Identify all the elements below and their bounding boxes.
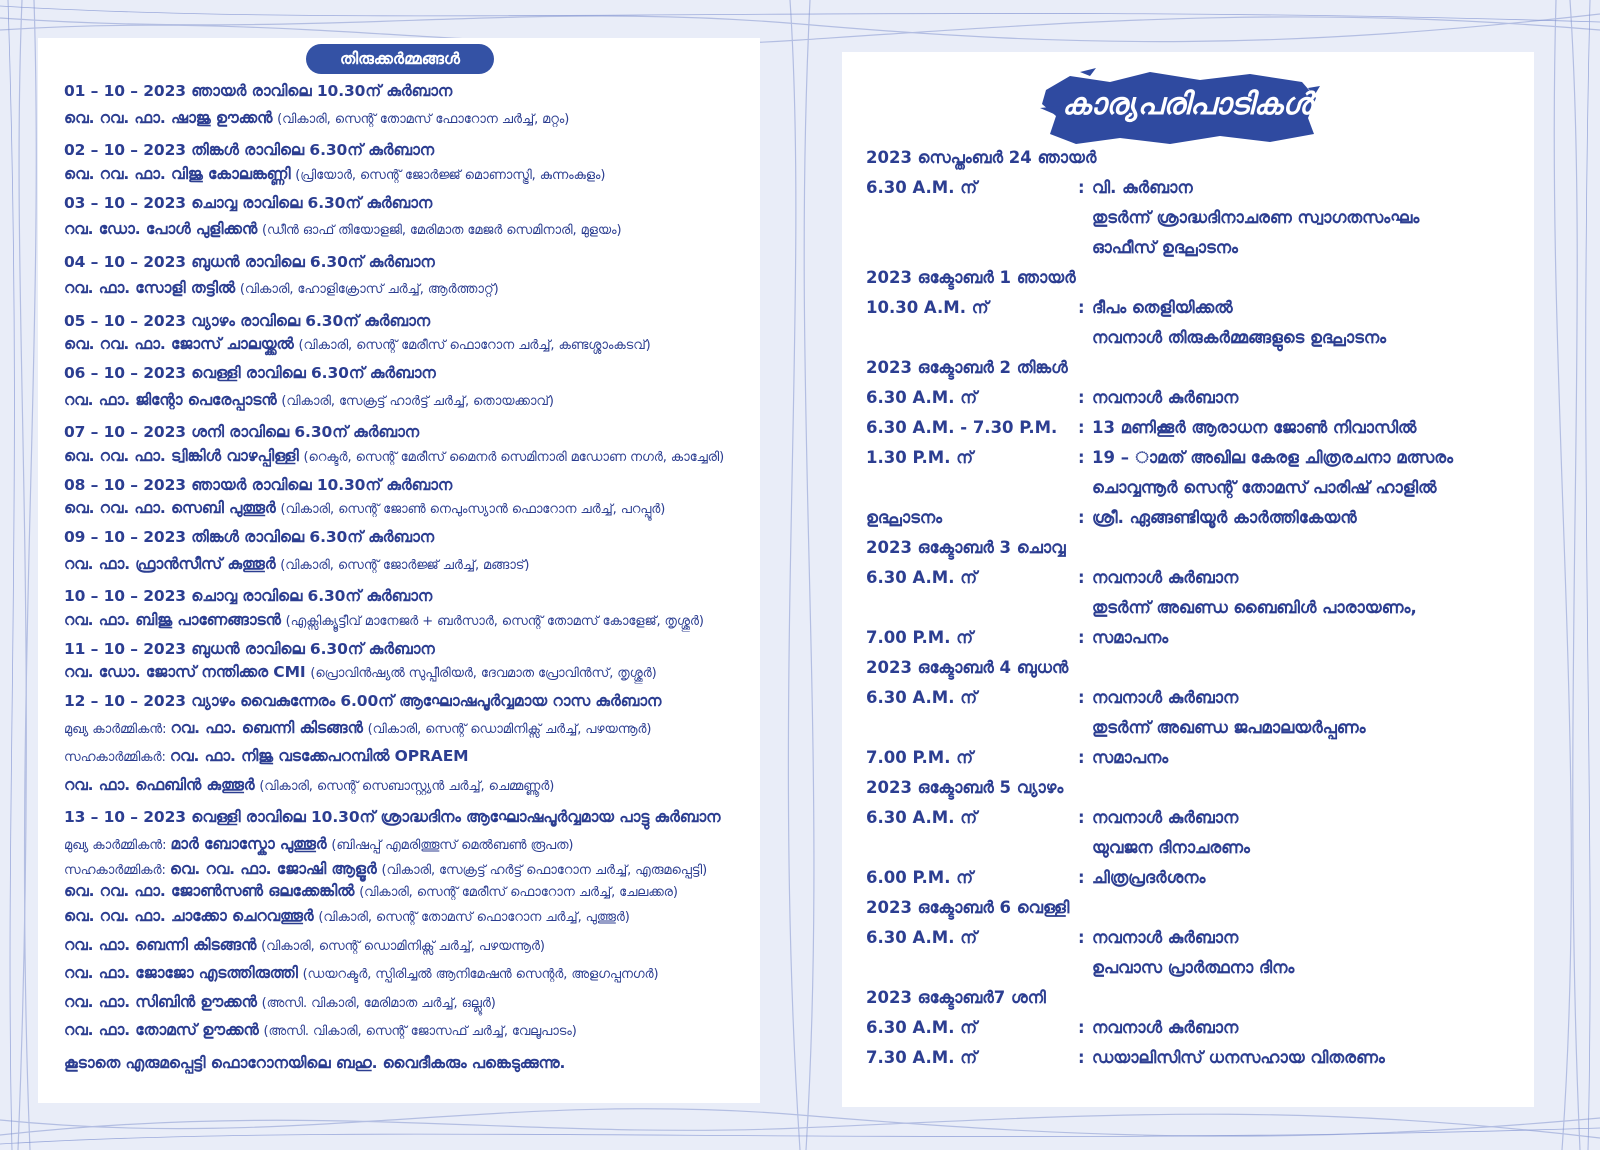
separator: : — [1078, 448, 1085, 467]
celebrant-detail: (വികാരി, സെന്റ് ഡൊമിനിക്സ് ചർച്ച്, പഴയന്നൂർ) — [261, 938, 545, 954]
entry-date: 01 – 10 – 2023 ഞായർ രാവിലെ 10.30ന് കുർബാന — [64, 82, 453, 100]
celebrant-name: വെ. റവ. ഫാ. ട്വിങ്കിൾ വാഴപ്പിള്ളി — [64, 446, 299, 465]
celebrant-detail: (അസി. വികാരി, സെന്റ് ജോസഫ് ചർച്ച്, വേലൂപാടം) — [263, 1024, 577, 1039]
celebrant-detail: (വികാരി, സെന്റ് മേരീസ് ഫൊറോന ചർച്ച്, ചേലക്കര) — [359, 885, 678, 900]
celebrant-detail: (വികാരി, സേക്രട്ട് ഹാർട്ട് ചർച്ച്, തൊയക്കാവ്) — [281, 393, 554, 409]
programme-event: ചൊവ്വന്നൂർ സെന്റ് തോമസ് പാരിഷ് ഹാളിൽ — [1092, 478, 1437, 497]
celebrant-name: വെ. റവ. ഫാ. ചാക്കോ ചെറവത്തൂർ — [64, 907, 314, 925]
closing-note: കൂടാതെ എരുമപ്പെട്ടി ഫൊറോനയിലെ ബഹു. വൈദീകരും പങ്കെടുക്കുന്നു. — [64, 1053, 566, 1072]
programme-time: 6.30 A.M. ന് — [866, 1018, 978, 1037]
programme-row — [866, 293, 1516, 323]
programme-event: സമാപനം — [1092, 628, 1169, 647]
separator: : — [1078, 688, 1085, 707]
programme-row — [866, 803, 1516, 833]
schedule-entry — [64, 524, 752, 579]
programme-row — [866, 353, 1516, 383]
programme-event: 13 മണിക്കൂർ ആരാധന ജോൺ നിവാസിൽ — [1092, 418, 1417, 437]
entry-date: 09 – 10 – 2023 തിങ്കൾ രാവിലെ 6.30ന് കുർബാന — [64, 528, 435, 546]
programme-event: നവനാൾ കുർബാന — [1092, 808, 1239, 827]
celebrant-name: റവ. ഫാ. ഫെബിൻ കുത്തൂർ — [64, 775, 255, 794]
celebrant-name: റവ. ഡോ. ജോസ് നന്തിക്കര CMI — [64, 663, 306, 681]
programme-event: നവനാൾ കുർബാന — [1092, 688, 1239, 707]
celebrant-detail: (ഡയറക്ടർ, സ്പിരിച്ചൽ ആനിമേഷൻ സെന്റർ, അളഗപ്പനഗർ) — [302, 967, 659, 982]
separator: : — [1078, 418, 1085, 437]
celebrant-name: വെ. റവ. ഫാ. ജോസ് ചാലയ്ക്കൽ — [64, 335, 294, 353]
programme-row — [866, 713, 1516, 743]
programme-time: 10.30 A.M. ന് — [866, 298, 989, 317]
celebrant-detail: (ഡീൻ ഓഫ് തിയോളജി, മേരിമാത മേജർ സെമിനാരി, മുളയം) — [261, 223, 622, 238]
programme-time: 7.00 P.M. ന് — [866, 628, 974, 647]
programme-event: ഉപവാസ പ്രാർത്ഥനാ ദിനം — [1092, 958, 1295, 977]
programme-event: ശ്രീ. ഏങ്ങണ്ടിയൂർ കാർത്തികേയൻ — [1092, 508, 1357, 527]
programme-event: ഡയാലിസിസ് ധനസഹായ വിതരണം — [1092, 1048, 1385, 1067]
programme-date: 2023 ഒക്ടോബർ 4 ബുധൻ — [866, 658, 1069, 677]
programme-time: 6.30 A.M. ന് — [866, 178, 978, 197]
programme-row — [866, 833, 1516, 863]
celebrant-name: റവ. ഫാ. സിബിൻ ഊക്കൻ — [64, 992, 257, 1011]
celebrant-name: റവ. ഫാ. നിജു വടക്കേപറമ്പിൽ OPRAEM — [169, 747, 469, 765]
programme-event: ചിത്രപ്രദർശനം — [1092, 868, 1206, 887]
celebrant-detail: (അസി. വികാരി, മേരിമാത ചർച്ച്, ഒല്ലൂർ) — [261, 995, 496, 1011]
celebrant-name: റവ. ഫാ. ഫ്രാൻസീസ് കുത്തൂർ — [64, 554, 276, 573]
programme-event: നവനാൾ കുർബാന — [1092, 928, 1239, 947]
celebrant-name: വെ. റവ. ഫാ. സെബി പുത്തൂർ — [64, 499, 276, 517]
programme-time: 6.30 A.M. ന് — [866, 568, 978, 587]
celebrant-detail: (വികാരി, സെന്റ് ഡൊമിനിക്സ് ചർച്ച്, പഴയന്നൂർ) — [367, 721, 652, 737]
celebrant-detail: (വികാരി, സെന്റ് തോമസ് ഫൊറോന ചർച്ച്, പുത്തൂർ) — [318, 910, 630, 925]
role-label: മുഖ്യ കാർമ്മികൻ: — [64, 837, 171, 853]
programme-row — [866, 953, 1516, 983]
entry-date: 06 – 10 – 2023 വെള്ളി രാവിലെ 6.30ന് കുർബാന — [64, 364, 436, 382]
entry-date: 12 – 10 – 2023 വ്യാഴം വൈകുന്നേരം 6.00ന് ആഘോഷപൂർവ്വമായ റാസ കുർബാന — [64, 692, 662, 710]
programme-row — [866, 743, 1516, 773]
programme-event: തുടർന്ന് ശ്രാദ്ധദിനാചരണ സ്വാഗതസംഘം — [1092, 208, 1420, 227]
programme-row — [866, 143, 1516, 173]
schedule-entry — [64, 472, 752, 521]
celebrant-detail: (വികാരി, സെന്റ് ജോൺ നെപുംസ്യാൻ ഫൊറോന ചർച്ച്, പറപ്പൂർ) — [280, 502, 666, 517]
programme-date: 2023 ഒക്ടോബർ 3 ചൊവ്വ — [866, 538, 1066, 557]
programme-row — [866, 383, 1516, 413]
schedule-entry — [64, 688, 752, 800]
programme-row — [866, 623, 1516, 653]
separator: : — [1078, 628, 1085, 647]
celebrant-line — [64, 1017, 752, 1046]
celebrant-line — [64, 903, 752, 932]
programme-row — [866, 683, 1516, 713]
programme-date: 2023 ഒക്ടോബർ 2 തിങ്കൾ — [866, 358, 1068, 377]
programme-time: 1.30 P.M. ന് — [866, 448, 974, 467]
separator: : — [1078, 748, 1085, 767]
celebrant-detail: (റെക്ടർ, സെന്റ് മേരീസ് മൈനർ സെമിനാരി മഡോണ നഗർ, കാച്ചേരി) — [303, 449, 725, 465]
celebrant-name: വെ. റവ. ഫാ. വിജു കോലങ്കണ്ണി — [64, 164, 291, 183]
celebrant-line — [64, 275, 752, 304]
celebrant-name: റവ. ഫാ. ജോജോ എടത്തിരുത്തി — [64, 964, 298, 982]
celebrant-line — [64, 989, 752, 1018]
programme-event: വി. കുർബാന — [1092, 178, 1193, 197]
programme-row — [866, 233, 1516, 263]
celebrant-detail: (പ്രൊവിൻഷ്യൽ സുപ്പീരിയർ, ദേവമാത പ്രോവിൻസ്, തൃശ്ശൂർ) — [310, 666, 657, 681]
programme-event: തുടർന്ന് അഖണ്ഡ ജപമാലയർപ്പണം — [1092, 718, 1366, 737]
programme-time: 6.30 A.M. ന് — [866, 928, 978, 947]
celebrant-line — [64, 881, 752, 903]
celebrant-line — [64, 610, 752, 632]
programme-event: 19 – ാമത് അഖില കേരള ചിത്രരചനാ മത്സരം — [1092, 448, 1454, 467]
programme-date: 2023 ഒക്ടോബർ 1 ഞായർ — [866, 268, 1076, 287]
celebrant-line — [64, 831, 752, 860]
celebrant-line — [64, 743, 752, 772]
programme-date: 2023 ഒക്ടോബർ7 ശനി — [866, 988, 1046, 1007]
programme-row — [866, 533, 1516, 563]
celebrant-detail: (വികാരി, സെന്റ് തോമസ് ഫോറോന ചർച്ച്, മറ്റം) — [277, 111, 570, 127]
celebrant-name: വെ. റവ. ഫാ. ജോൺസൺ ഒലക്കേങ്കിൽ — [64, 882, 355, 900]
programme-time: 6.30 A.M. ന് — [866, 388, 978, 407]
celebrant-line — [64, 772, 752, 801]
programme-row — [866, 413, 1516, 443]
programme-row — [866, 653, 1516, 683]
programme-time: ഉദ്ഘാടനം — [866, 508, 943, 527]
separator: : — [1078, 508, 1085, 527]
role-label: മുഖ്യ കാർമ്മികൻ: — [64, 721, 171, 737]
entry-date: 11 – 10 – 2023 ബുധൻ രാവിലെ 6.30ന് കുർബാന — [64, 639, 435, 658]
celebrant-line — [64, 105, 752, 134]
programme-row — [866, 563, 1516, 593]
liturgy-title: തിരുക്കർമ്മങ്ങൾ — [339, 49, 460, 68]
schedule-entry — [64, 249, 752, 304]
celebrant-line — [64, 216, 752, 245]
celebrant-name: റവ. ഫാ. ജിന്റോ പെരേപ്പാടൻ — [64, 390, 277, 409]
programme-event: തുടർന്ന് അഖണ്ഡ ബൈബിൾ പാരായണം, — [1092, 598, 1417, 617]
programme-row — [866, 203, 1516, 233]
separator: : — [1078, 298, 1085, 317]
programme-row — [866, 443, 1516, 473]
celebrant-name: വെ. റവ. ഫാ. ജോഷി ആളൂർ — [169, 860, 377, 878]
entry-date: 02 – 10 – 2023 തിങ്കൾ രാവിലെ 6.30ന് കുർബാന — [64, 141, 435, 159]
celebrant-name: മാർ ബോസ്കോ പുത്തൂർ — [170, 834, 327, 853]
programme-event: നവനാൾ തിരുകർമ്മങ്ങളുടെ ഉദ്ഘാടനം — [1092, 328, 1387, 347]
celebrant-line — [64, 859, 752, 881]
programme-time: 6.30 A.M. ന് — [866, 808, 978, 827]
programme-event: സമാപനം — [1092, 748, 1169, 767]
schedule-entry — [64, 583, 752, 632]
celebrant-line — [64, 960, 752, 989]
programme-row — [866, 503, 1516, 533]
schedule-entry — [64, 308, 752, 357]
celebrant-detail: (വികാരി, ഹോളിക്രോസ് ചർച്ച്, ആർത്താറ്റ്) — [239, 282, 499, 297]
celebrant-detail: (വികാരി, സെന്റ് ജോർജ്ജ് ചർച്ച്, മങ്ങാട്) — [280, 557, 530, 573]
entry-date: 10 – 10 – 2023 ചൊവ്വ രാവിലെ 6.30ന് കുർബാന — [64, 587, 433, 605]
schedule-entry — [64, 636, 752, 685]
programme-row — [866, 1013, 1516, 1043]
programme-event: ഓഫീസ് ഉദ്ഘാടനം — [1092, 238, 1238, 257]
celebrant-line — [64, 387, 752, 416]
celebrant-name: റവ. ഫാ. ബിജു പാണേങ്ങാടൻ — [64, 610, 281, 629]
role-label: സഹകാർമ്മികർ: — [64, 750, 170, 765]
separator: : — [1078, 178, 1085, 197]
celebrant-name: റവ. ഫാ. ബെന്നി കിടങ്ങൻ — [64, 935, 257, 954]
programme-event: നവനാൾ കുർബാന — [1092, 568, 1239, 587]
schedule-entry — [64, 190, 752, 245]
celebrant-line — [64, 715, 752, 744]
programme-row — [866, 1043, 1516, 1073]
programme-row — [866, 173, 1516, 203]
programme-time: 7.00 P.M. ന് — [866, 748, 974, 767]
celebrant-name: റവ. ഡോ. പോൾ പുളിക്കൻ — [64, 220, 258, 238]
entry-date: 03 – 10 – 2023 ചൊവ്വ രാവിലെ 6.30ന് കുർബാന — [64, 193, 433, 212]
schedule-entry — [64, 804, 752, 1046]
entry-date: 13 – 10 – 2023 വെള്ളി രാവിലെ 10.30ന് ശ്രാദ്ധദിനം ആഘോഷപൂർവ്വമായ പാട്ടു കുർബാന — [64, 808, 721, 826]
separator: : — [1078, 808, 1085, 827]
programme-date: 2023 ഒക്ടോബർ 6 വെള്ളി — [866, 898, 1070, 917]
programme-row — [866, 923, 1516, 953]
programme-row — [866, 893, 1516, 923]
schedule-entry — [64, 419, 752, 468]
programme-row — [866, 863, 1516, 893]
celebrant-detail: (വികാരി, സെന്റ് സെബാസ്റ്റ്യൻ ചർച്ച്, ചെമ്മണ്ണൂർ) — [259, 778, 555, 794]
separator: : — [1078, 868, 1085, 887]
programme-row — [866, 473, 1516, 503]
celebrant-line — [64, 932, 752, 961]
schedule-entry — [64, 137, 752, 186]
celebrant-detail: (എക്സിക്യൂട്ടീവ് മാനേജർ + ബർസാർ, സെന്റ് തോമസ് കോളേജ്, തൃശ്ശൂർ) — [285, 613, 704, 629]
programme-time: 6.30 A.M. ന് — [866, 688, 978, 707]
separator: : — [1078, 1018, 1085, 1037]
celebrant-detail: (പ്രിയോർ, സെന്റ് ജോർജ്ജ് മൊണാസ്ട്രി, കുന്നംകുളം) — [295, 167, 606, 183]
schedule-entry — [64, 78, 752, 133]
programme-event: നവനാൾ കുർബാന — [1092, 1018, 1239, 1037]
programme-title: കാര്യപരിപാടികൾ — [1062, 87, 1313, 122]
programme-time: 6.30 A.M. - 7.30 P.M. — [866, 418, 1058, 437]
programme-row — [866, 263, 1516, 293]
entry-date: 07 – 10 – 2023 ശനി രാവിലെ 6.30ന് കുർബാന — [64, 423, 420, 441]
programme-event: നവനാൾ കുർബാന — [1092, 388, 1239, 407]
programme-row — [866, 593, 1516, 623]
programme-schedule — [866, 143, 1516, 1073]
programme-event: ദീപം തെളിയിക്കൽ — [1092, 298, 1233, 317]
celebrant-line — [64, 164, 752, 186]
programme-time: 6.00 P.M. ന് — [866, 868, 974, 887]
separator: : — [1078, 928, 1085, 947]
programme-row — [866, 773, 1516, 803]
celebrant-detail: (വികാരി, സെന്റ് മേരീസ് ഫൊറോന ചർച്ച്, കണ്ടശ്ശാംകടവ്) — [298, 338, 651, 353]
programme-row — [866, 983, 1516, 1013]
celebrant-line — [64, 551, 752, 580]
entry-date: 05 – 10 – 2023 വ്യാഴം രാവിലെ 6.30ന് കുർബാന — [64, 311, 430, 330]
celebrant-line — [64, 498, 752, 520]
programme-event: യുവജന ദിനാചരണം — [1092, 838, 1250, 857]
schedule-entry — [64, 360, 752, 415]
celebrant-name: റവ. ഫാ. ബെന്നി കിടങ്ങൻ — [170, 718, 363, 737]
celebrant-name: വെ. റവ. ഫാ. ഷാജു ഊക്കൻ — [64, 108, 273, 127]
separator: : — [1078, 1048, 1085, 1067]
celebrant-detail: (ബിഷപ്പ് എമരിത്തൂസ് മെൽബൺ രൂപത) — [331, 837, 574, 853]
programme-date: 2023 സെപ്തംബർ 24 ഞായർ — [866, 148, 1097, 167]
celebrant-line — [64, 662, 752, 684]
entry-date: 08 – 10 – 2023 ഞായർ രാവിലെ 10.30ന് കുർബാന — [64, 475, 453, 494]
celebrant-name: റവ. ഫാ. തോമസ് ഊക്കൻ — [64, 1021, 259, 1039]
programme-row — [866, 323, 1516, 353]
liturgy-title-badge — [306, 44, 494, 74]
celebrant-line — [64, 334, 752, 356]
programme-date: 2023 ഒക്ടോബർ 5 വ്യാഴം — [866, 778, 1064, 797]
separator: : — [1078, 388, 1085, 407]
programme-time: 7.30 A.M. ന് — [866, 1048, 978, 1067]
celebrant-detail: (വികാരി, സേക്രട്ട് ഹർട്ട് ഫൊറോന ചർച്ച്, എരുമപ്പെട്ടി) — [381, 863, 708, 878]
role-label: സഹകാർമ്മികർ: — [64, 863, 170, 878]
entry-date: 04 – 10 – 2023 ബുധൻ രാവിലെ 6.30ന് കുർബാന — [64, 252, 435, 271]
celebrant-line — [64, 446, 752, 468]
liturgy-schedule — [64, 78, 752, 1076]
celebrant-name: റവ. ഫാ. സോളി തട്ടിൽ — [64, 279, 236, 297]
separator: : — [1078, 568, 1085, 587]
